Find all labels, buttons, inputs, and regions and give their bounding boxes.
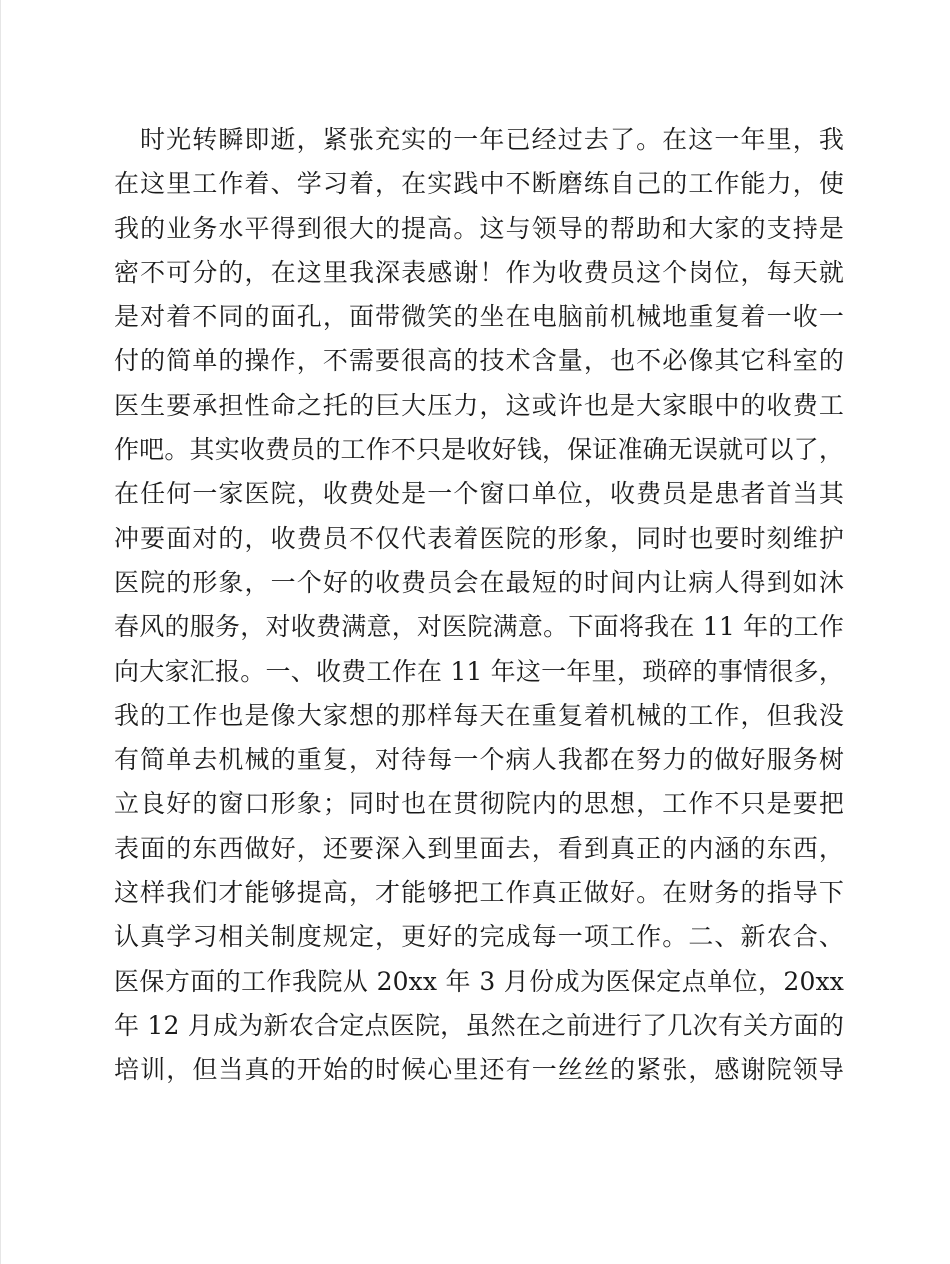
text-line: 是对着不同的面孔，面带微笑的坐在电脑前机械地重复着一收一 bbox=[114, 302, 844, 332]
text-line: 培训，但当真的开始的时候心里还有一丝丝的紧张，感谢院领导 bbox=[114, 1055, 844, 1085]
text-line: 时光转瞬即逝，紧张充实的一年已经过去了。在这一年里，我 bbox=[140, 125, 844, 154]
text-line: 密不可分的，在这里我深表感谢！作为收费员这个岗位，每天就 bbox=[114, 257, 844, 287]
text-line: 年 12 月成为新农合定点医院，虽然在之前进行了几次有关方面的 bbox=[114, 1010, 844, 1040]
text-line: 有简单去机械的重复，对待每一个病人我都在努力的做好服务树 bbox=[114, 745, 844, 775]
text-line: 在这里工作着、学习着，在实践中不断磨练自己的工作能力，使 bbox=[114, 169, 844, 199]
text-line: 付的简单的操作，不需要很高的技术含量，也不必像其它科室的 bbox=[114, 346, 844, 376]
text-line: 表面的东西做好，还要深入到里面去，看到真正的内涵的东西， bbox=[114, 833, 844, 863]
text-line: 医保方面的工作我院从 20xx 年 3 月份成为医保定点单位，20xx bbox=[114, 966, 844, 996]
page-edge-divider bbox=[0, 0, 1, 1264]
text-line: 我的工作也是像大家想的那样每天在重复着机械的工作，但我没 bbox=[114, 700, 844, 730]
text-line: 作吧。其实收费员的工作不只是收好钱，保证准确无误就可以了， bbox=[114, 435, 844, 465]
text-line: 医生要承担性命之托的巨大压力，这或许也是大家眼中的收费工 bbox=[114, 390, 844, 420]
text-line: 向大家汇报。一、收费工作在 11 年这一年里，琐碎的事情很多， bbox=[114, 656, 844, 686]
text-line: 在任何一家医院，收费处是一个窗口单位，收费员是患者首当其 bbox=[114, 479, 844, 509]
text-line: 冲要面对的，收费员不仅代表着医院的形象，同时也要时刻维护 bbox=[114, 523, 844, 553]
text-line: 春风的服务，对收费满意，对医院满意。下面将我在 11 年的工作 bbox=[114, 612, 844, 642]
text-line: 医院的形象，一个好的收费员会在最短的时间内让病人得到如沐 bbox=[114, 567, 844, 597]
text-line: 立良好的窗口形象；同时也在贯彻院内的思想，工作不只是要把 bbox=[114, 789, 844, 819]
text-line: 这样我们才能够提高，才能够把工作真正做好。在财务的指导下 bbox=[114, 878, 844, 908]
text-line: 我的业务水平得到很大的提高。这与领导的帮助和大家的支持是 bbox=[114, 213, 844, 243]
text-line: 认真学习相关制度规定，更好的完成每一项工作。二、新农合、 bbox=[114, 922, 844, 952]
body-paragraph bbox=[114, 118, 844, 1093]
